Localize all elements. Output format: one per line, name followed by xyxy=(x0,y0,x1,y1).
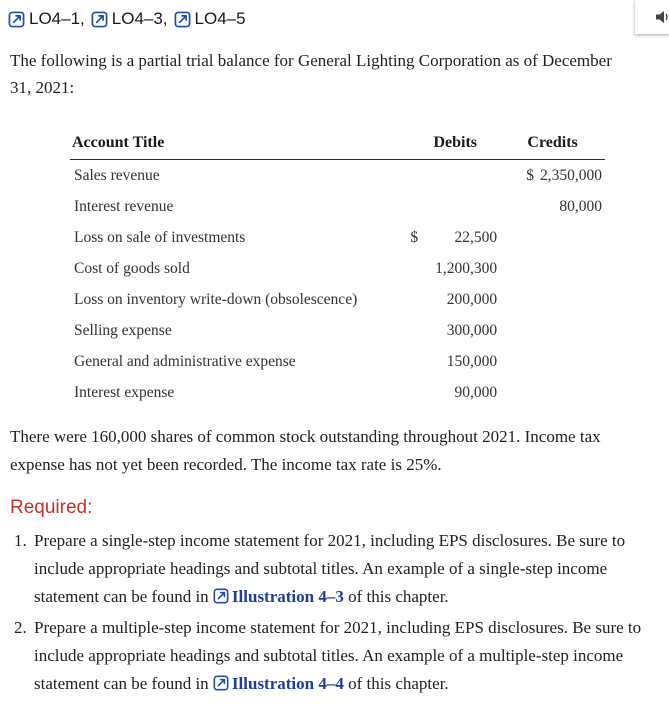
required-item xyxy=(14,527,654,611)
table-row xyxy=(70,253,605,284)
lo-label: LO4–3, xyxy=(111,9,168,28)
table-row xyxy=(70,160,605,192)
table-row xyxy=(70,315,605,346)
debit-amount xyxy=(410,160,500,192)
lo-link-4-5[interactable] xyxy=(174,9,246,29)
debit-amount: 150,000 xyxy=(446,352,498,370)
table-row xyxy=(70,346,605,377)
debit-amount: 1,200,300 xyxy=(435,259,498,277)
account-title: Selling expense xyxy=(74,321,172,339)
external-link-icon xyxy=(213,675,229,691)
illustration-link-label: Illustration 4–3 xyxy=(231,587,344,606)
lo-link-4-1[interactable] xyxy=(8,9,91,29)
intro-text: The following is a partial trial balance for General Lighting Corporation as of December 31, 2021: xyxy=(10,51,612,97)
table-row xyxy=(70,222,605,253)
illustration-link-label: Illustration 4–4 xyxy=(231,674,344,693)
debit-amount: 300,000 xyxy=(446,321,498,339)
header-account-title: Account Title xyxy=(70,126,410,160)
lo-label: LO4–5 xyxy=(194,9,246,28)
debit-amount xyxy=(410,191,500,222)
lo-label: LO4–1, xyxy=(29,9,85,28)
external-link-icon xyxy=(91,11,108,28)
external-link-icon xyxy=(8,11,25,28)
account-title: General and administrative expense xyxy=(74,352,296,370)
shares-tax-paragraph: There were 160,000 shares of common stock outstanding throughout 2021. Income tax expense has not yet been recorded. The income tax rate is 25%. xyxy=(10,427,601,474)
credit-amount xyxy=(500,253,605,284)
table-row xyxy=(70,191,605,222)
item-number: 1. xyxy=(14,531,27,550)
learning-objective-links xyxy=(8,9,246,29)
lo-link-4-3[interactable] xyxy=(91,9,174,29)
debit-cell xyxy=(410,222,500,253)
speaker-icon xyxy=(655,9,669,25)
illustration-link[interactable] xyxy=(213,674,344,693)
item-text: Prepare a single-step income statement for 2021, including EPS disclosures. Be sure to include appropriate headings and subtotal titles. An example of a single-step income statement can be found in xyxy=(34,531,626,606)
audio-button[interactable] xyxy=(635,0,669,34)
account-title: Cost of goods sold xyxy=(74,259,190,277)
required-heading: Required: xyxy=(10,497,93,518)
debit-amount: 200,000 xyxy=(446,290,498,308)
credit-amount xyxy=(500,346,605,377)
credit-cell xyxy=(500,160,605,192)
trial-balance-table xyxy=(70,126,605,408)
account-title: Interest revenue xyxy=(74,197,174,215)
credit-amount: 80,000 xyxy=(559,197,602,215)
credit-amount xyxy=(500,377,605,408)
required-item xyxy=(14,614,654,698)
debit-amount: 90,000 xyxy=(454,383,498,401)
illustration-link[interactable] xyxy=(213,587,344,606)
credit-amount xyxy=(500,284,605,315)
account-title: Loss on inventory write-down (obsolescence) xyxy=(74,290,358,308)
item-suffix: of this chapter. xyxy=(348,674,449,693)
header-debits: Debits xyxy=(410,126,500,160)
table-row xyxy=(70,377,605,408)
credit-amount xyxy=(500,222,605,253)
currency-symbol: $ xyxy=(526,166,534,184)
item-number: 2. xyxy=(14,618,27,637)
external-link-icon xyxy=(213,588,229,604)
currency-symbol: $ xyxy=(410,228,419,246)
account-title: Loss on sale of investments xyxy=(74,228,246,246)
item-suffix: of this chapter. xyxy=(348,587,449,606)
debit-amount: 22,500 xyxy=(454,228,498,246)
header-credits: Credits xyxy=(500,126,605,160)
account-title: Sales revenue xyxy=(74,166,160,184)
required-list xyxy=(14,527,654,701)
table-row xyxy=(70,284,605,315)
item-text: Prepare a multiple-step income statement for 2021, including EPS disclosures. Be sure to include appropriate headings and subtotal titles. An example of a multiple-step income statement can be found in xyxy=(34,618,642,693)
credit-amount: 2,350,000 xyxy=(540,166,602,184)
external-link-icon xyxy=(174,11,191,28)
credit-amount xyxy=(500,315,605,346)
account-title: Interest expense xyxy=(74,383,175,401)
table-header-row xyxy=(70,126,605,160)
